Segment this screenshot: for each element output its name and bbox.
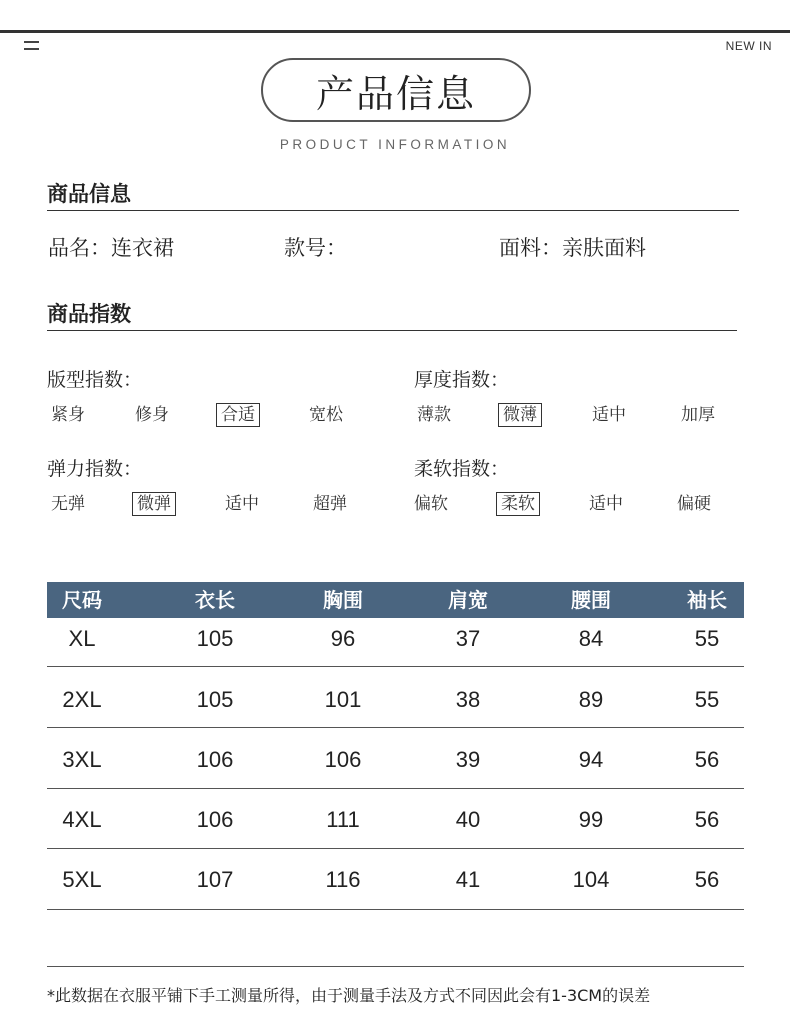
- product-name: 品名：连衣裙: [48, 236, 174, 260]
- table-cell: 55: [694, 687, 720, 712]
- style-number: 款号：: [284, 236, 347, 260]
- product-index-heading: 商品指数: [47, 302, 131, 326]
- index-label: 弹力指数：: [47, 458, 143, 480]
- index-option: 无弹: [51, 494, 85, 514]
- table-cell: 111: [326, 807, 360, 832]
- index-option: 适中: [592, 405, 626, 425]
- table-cell: 41: [455, 867, 481, 892]
- table-cell: 99: [578, 807, 604, 832]
- table-row-divider: [47, 909, 744, 910]
- index-option: 宽松: [309, 405, 343, 425]
- table-cell: 56: [694, 747, 720, 772]
- index-label: 版型指数：: [47, 369, 143, 391]
- table-cell: 56: [694, 867, 720, 892]
- table-cell: 4XL: [62, 807, 102, 832]
- index-option: 薄款: [417, 405, 451, 425]
- column-header: 衣长: [195, 588, 235, 612]
- table-cell: 101: [324, 687, 362, 712]
- index-option: 偏硬: [677, 494, 711, 514]
- table-row-divider: [47, 727, 744, 728]
- table-cell: 39: [455, 747, 481, 772]
- column-header: 袖长: [687, 588, 727, 612]
- index-option: 偏软: [414, 494, 448, 514]
- index-label: 厚度指数：: [414, 369, 510, 391]
- table-cell: 106: [324, 747, 362, 772]
- table-cell: 105: [196, 626, 234, 651]
- top-divider: [0, 30, 790, 33]
- table-cell: 55: [694, 626, 720, 651]
- index-option: 适中: [225, 494, 259, 514]
- section-divider: [47, 210, 739, 211]
- page-title: 产品信息: [261, 58, 531, 122]
- column-header: 尺码: [62, 588, 102, 612]
- table-cell: 105: [196, 687, 234, 712]
- table-cell: 94: [578, 747, 604, 772]
- table-cell: 89: [578, 687, 604, 712]
- table-cell: 3XL: [62, 747, 102, 772]
- table-cell: 56: [694, 807, 720, 832]
- table-row-divider: [47, 848, 744, 849]
- table-cell: 107: [196, 867, 234, 892]
- index-option-selected: 微薄: [498, 403, 542, 427]
- table-cell: 96: [330, 626, 356, 651]
- size-table-header: [47, 582, 744, 618]
- index-option-selected: 柔软: [496, 492, 540, 516]
- table-cell: 38: [455, 687, 481, 712]
- footnote-divider: [47, 966, 744, 967]
- page-subtitle: PRODUCT INFORMATION: [279, 137, 511, 152]
- column-header: 胸围: [323, 588, 363, 612]
- table-row-divider: [47, 788, 744, 789]
- table-cell: 104: [572, 867, 610, 892]
- table-row-divider: [47, 666, 744, 667]
- index-option-selected: 合适: [216, 403, 260, 427]
- column-header: 腰围: [571, 588, 611, 612]
- table-cell: 116: [325, 867, 361, 892]
- table-cell: 106: [196, 747, 234, 772]
- table-cell: 106: [196, 807, 234, 832]
- index-label: 柔软指数：: [414, 458, 510, 480]
- table-cell: 37: [455, 626, 481, 651]
- menu-icon[interactable]: [24, 41, 39, 53]
- index-option: 加厚: [681, 405, 715, 425]
- index-option: 适中: [589, 494, 623, 514]
- index-option: 紧身: [51, 405, 85, 425]
- measurement-footnote: *此数据在衣服平铺下手工测量所得，由于测量手法及方式不同因此会有1-3CM的误差: [47, 986, 651, 1005]
- section-divider: [47, 330, 737, 331]
- product-info-heading: 商品信息: [47, 182, 131, 206]
- index-option-selected: 微弹: [132, 492, 176, 516]
- table-cell: 5XL: [62, 867, 102, 892]
- index-option: 超弹: [313, 494, 347, 514]
- table-cell: XL: [68, 626, 96, 651]
- fabric: 面料：亲肤面料: [499, 236, 646, 260]
- index-option: 修身: [135, 405, 169, 425]
- column-header: 肩宽: [448, 588, 488, 612]
- table-cell: 2XL: [62, 687, 102, 712]
- new-in-label: NEW IN: [725, 39, 772, 53]
- table-cell: 40: [455, 807, 481, 832]
- table-cell: 84: [578, 626, 604, 651]
